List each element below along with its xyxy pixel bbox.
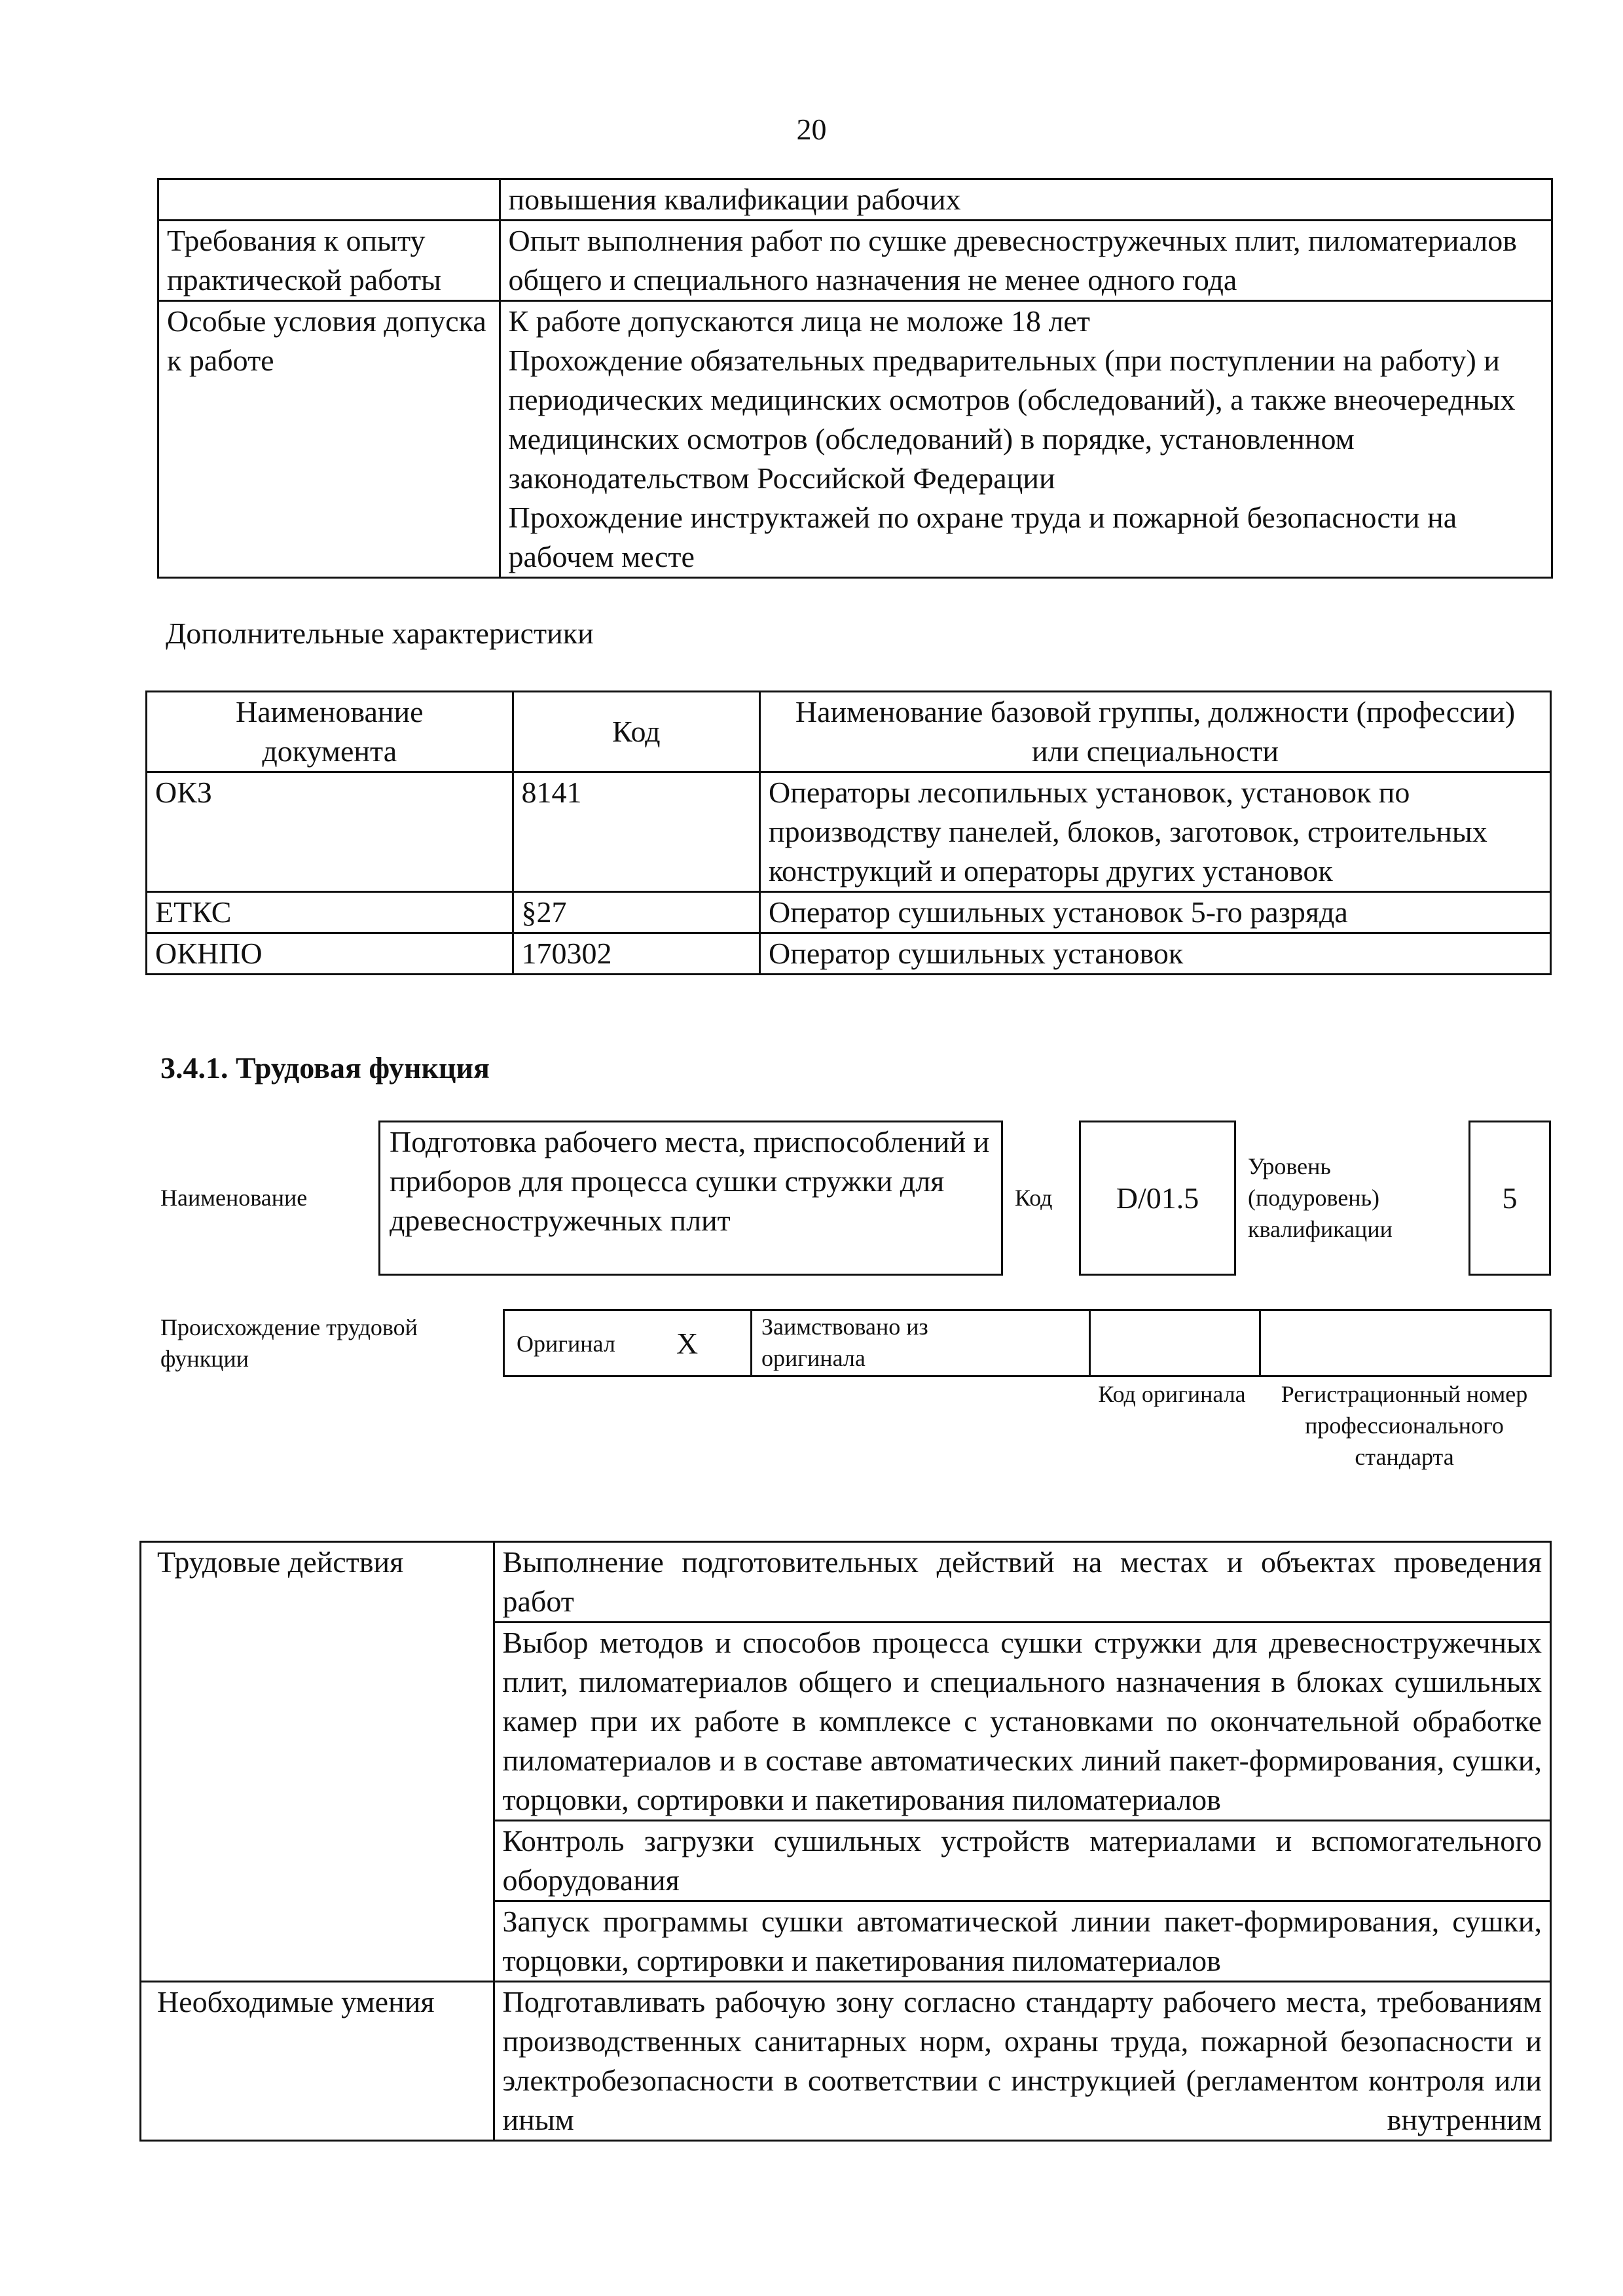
doc-cell: ЕТКС <box>147 892 513 933</box>
condition-line: Прохождение обязательных предварительных (при поступлении на работу) и периодических медицинских осмотров (обследований), а также внеочередных медицинских осмотров (обследований) в порядке, установленном законодательством Российской Федерации <box>508 344 1516 495</box>
code-caption: Код оригинала <box>1098 1381 1246 1407</box>
name-cell: Оператор сушильных установок 5-го разряда <box>760 892 1551 933</box>
action-cell: Контроль загрузки сушильных устройств материалами и вспомогательного оборудования <box>494 1821 1551 1901</box>
continuation-cell: повышения квалификации рабочих <box>500 179 1552 221</box>
action-cell: Запуск программы сушки автоматической линии пакет-формирования, сушки, торцовки, сортировки и пакетирования пиломатериалов <box>494 1901 1551 1982</box>
table-row <box>141 1542 1551 1623</box>
original-label: Оригинал <box>517 1331 615 1357</box>
column-header: Код <box>513 692 760 772</box>
table-row <box>147 892 1551 933</box>
function-code-box: D/01.5 <box>1079 1121 1236 1276</box>
table-row <box>158 301 1552 578</box>
row-value: Опыт выполнения работ по сушке древесностружечных плит, пиломатериалов общего и специального назначения не менее одного года <box>500 221 1552 301</box>
doc-cell: ОКЗ <box>147 772 513 892</box>
borrowed-label: Заимствовано из оригинала <box>761 1314 928 1371</box>
table-row <box>147 772 1551 892</box>
table-row <box>158 179 1552 221</box>
origin-label: Происхождение трудовой функции <box>160 1314 418 1372</box>
level-value-box: 5 <box>1468 1121 1551 1276</box>
column-header: Наименование базовой группы, должности (профессии) или специальности <box>760 692 1551 772</box>
code-cell: 8141 <box>513 772 760 892</box>
extra-characteristics-table <box>145 691 1552 975</box>
page-number: 20 <box>796 113 827 146</box>
column-header: Наименование документа <box>147 692 513 772</box>
code-cell: §27 <box>513 892 760 933</box>
divider <box>750 1311 752 1375</box>
action-cell: Выполнение подготовительных действий на местах и объектах проведения работ <box>494 1542 1551 1623</box>
table-header-row <box>147 692 1551 772</box>
origin-table <box>503 1309 1552 1377</box>
actions-label: Трудовые действия <box>141 1542 494 1982</box>
table-row <box>158 221 1552 301</box>
original-mark: X <box>676 1327 699 1360</box>
code-cell: 170302 <box>513 933 760 975</box>
row-label: Особые условия допуска к работе <box>158 301 500 578</box>
table-row <box>141 1982 1551 2141</box>
code-label: Код <box>1015 1185 1053 1211</box>
reg-caption: Регистрационный номер профессионального стандарта <box>1281 1381 1528 1470</box>
skills-label: Необходимые умения <box>141 1982 494 2141</box>
divider <box>1259 1311 1261 1375</box>
name-cell: Оператор сушильных установок <box>760 933 1551 975</box>
actions-table <box>139 1541 1552 2142</box>
function-name-box: Подготовка рабочего места, приспособлений и приборов для процесса сушки стружки для древесностружечных плит <box>378 1121 1003 1276</box>
name-label: Наименование <box>160 1185 308 1211</box>
doc-cell: ОКНПО <box>147 933 513 975</box>
section-title: Дополнительные характеристики <box>166 617 594 650</box>
name-cell: Операторы лесопильных установок, установок по производству панелей, блоков, заготовок, строительных конструкций и операторы других установок <box>760 772 1551 892</box>
action-cell: Выбор методов и способов процесса сушки стружки для древесностружечных плит, пиломатериалов общего и специального назначения в блоках сушильных камер при их работе в комплексе с установками по окончательной обработке пиломатериалов и в составе автоматических линий пакет-формирования, сушки, торцовки, сортировки и пакетирования пиломатериалов <box>494 1623 1551 1821</box>
function-heading: 3.4.1. Трудовая функция <box>160 1051 490 1085</box>
table-row <box>147 933 1551 975</box>
row-label: Требования к опыту практической работы <box>158 221 500 301</box>
condition-line: К работе допускаются лица не моложе 18 лет <box>508 304 1090 338</box>
skill-cell: Подготавливать рабочую зону согласно стандарту рабочего места, требованиям производственных санитарных норм, охраны труда, пожарной безопасности и электробезопасности в соответствии с инструкцией (регламентом контроля или иным внутренним <box>494 1982 1551 2141</box>
condition-line: Прохождение инструктажей по охране труда и пожарной безопасности на рабочем месте <box>508 501 1457 573</box>
row-value <box>500 301 1552 578</box>
level-label: Уровень (подуровень) квалификации <box>1248 1153 1393 1242</box>
divider <box>1089 1311 1091 1375</box>
requirements-table <box>157 178 1553 579</box>
empty-cell <box>158 179 500 221</box>
